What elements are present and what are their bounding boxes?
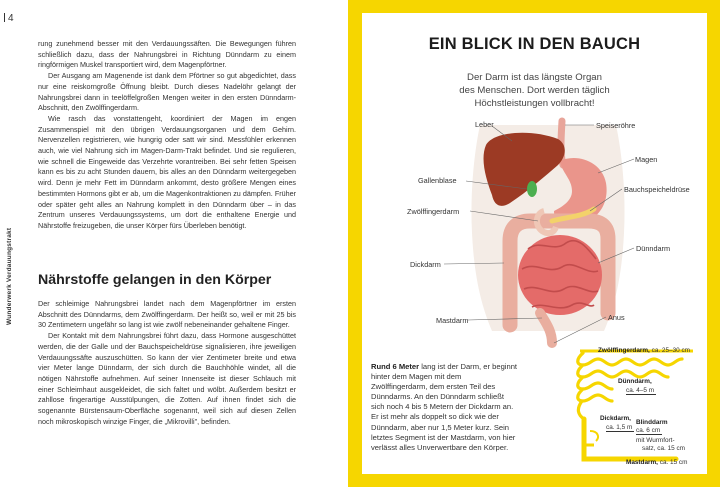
label-colon: Dickdarm — [410, 260, 441, 269]
scale-length-appendix: ca. 6 cm — [636, 427, 661, 434]
label-duodenum: Zwölffingerdarm — [407, 207, 460, 216]
small-intestine — [518, 235, 602, 315]
label-pancreas: Bauchspeicheldrüse — [624, 185, 690, 194]
scale-label-small-intestine: Dünndarm, — [618, 378, 652, 385]
body-text-bottom — [38, 299, 296, 427]
paragraph: rung zunehmend besser mit den Verdauungssäften. Die Bewegungen führen schließlich dazu, dass der Nahrungsbrei in Richtung Dünndarm zu einem ringförmigen Muskel transportiert wird, dem Magenpförtner. — [38, 39, 296, 70]
label-small-intestine: Dünndarm — [636, 244, 671, 253]
page-number: 4 — [4, 13, 14, 24]
paragraph: Der schleimige Nahrungsbrei landet nach dem Magenpförtner im ersten Abschnitt des Dünndarms, dem Zwölffingerdarm. Der heißt so, weil er mit 25 bis 30 Zentimetern ungefähr so lang ist wie zwölf nebeneinander gehaltene Finger. — [38, 299, 296, 330]
scale-label-rectum: Mastdarm, ca. 15 cm — [626, 459, 688, 466]
left-page — [0, 0, 348, 487]
scale-appendix-extra: mit Wurmfort- — [636, 437, 675, 444]
right-page — [348, 0, 720, 487]
scale-length-colon: ca. 1,5 m — [606, 424, 633, 431]
paragraph: Wie rasch das vonstattengeht, koordiniert der Magen im engen Zusammenspiel mit den übrigen Verdauungsorganen und dem Gehirn. Nervenzellen registrieren, wie hungrig oder satt wir sind. Messfühler erkennen auch, wie viel Nahrung sich im Magen-Darm-Trakt befindet. Und sie regulieren, wie schnell die Eingeweide das Verzehrte vorantreiben. Bei sehr fetten Speisen kann es bis zu acht Stunden dauern, bis alles an den Dünndarm weitergegeben wird. Denn je mehr Fett im Dünndarm ankommt, desto größere Mengen eines bestimmten Hormons gibt er ab, um die Magenkontraktionen zu dämpfen. Früher oder später geht alles an Nahrung komplett in den Dünndarm über – in das Zentrum unseres Verdauungssystems, um dort die enthaltene Energie und Nährstoffe freizugeben, die unser Körper fürs Überleben benötigt. — [38, 113, 296, 230]
scale-label-duodenum: Zwölffingerdarm, ca. 25–30 cm — [598, 347, 690, 354]
scale-length-small-intestine: ca. 4–5 m — [626, 387, 655, 394]
paragraph: Der Ausgang am Magenende ist dank dem Pförtner so gut abgedichtet, dass nur eine reiskorngroße Öffnung bleibt. Durch dieses Nadelöhr gelangt der Nahrungsbrei dann in teelöffelgroßen Mengen weiter in den ersten Dünndarm-Abschnitt, den Zwölffingerdarm. — [38, 71, 296, 113]
label-anus: Anus — [608, 313, 625, 322]
label-stomach: Magen — [635, 155, 658, 164]
infographic-caption: Rund 6 Meter lang ist der Darm, er beginnt hinter dem Magen mit dem Zwölffingerdarm, dem ersten Teil des Dünndarms. An den Dünndarm schließt sich noch 4 bis 5 Metern der Dickdarm an. Er ist mehr als doppelt so dick wie der Dünndarm, aber nur 1,5 Meter kurz. Sein letztes Segment ist der Mastdarm, von hier verlässt alles Unverwertbare den Körper. — [371, 362, 518, 452]
scale-label-appendix: Blinddarm — [636, 419, 668, 426]
scale-label-colon: Dickdarm, — [600, 415, 631, 422]
label-esophagus: Speiseröhre — [596, 121, 636, 130]
label-rectum: Mastdarm — [436, 316, 469, 325]
label-gallbladder: Gallenblase — [418, 176, 457, 185]
infographic-panel — [362, 13, 707, 474]
infographic-intro: Der Darm ist das längste Organ des Menschen. Dort werden täglich Höchstleistungen vollbracht! — [459, 72, 610, 109]
side-chapter-label: Wunderwerk Verdauungstrakt — [6, 227, 13, 325]
paragraph: Der Kontakt mit dem Nahrungsbrei führt dazu, dass Hormone ausgeschüttet werden, die der Galle und der Bauchspeicheldrüse signalisieren, ihre jeweiligen Verdauungssäfte auszuschütten. So kann der vier Zentimeter breite und etwa vier Meter lange Dünndarm, der sich durch die Bauchhöhle windet, all die nötigen Nährstoffe aufnehmen. Auf seiner Innenseite ist dieser Schlauch mit einer Schleimhaut ausgekleidet, die sich faltet und wölbt. Außerdem besitzt er zahllose fingerartige Ausstülpungen, die Zotten. Auf ihnen findet sich die sogenannte Bürstensaum-Oberfläche sogenannt, weil sich auf diesen Zellen noch mikroskopisch winzige Finger, die „Mikrovilli", befinden. — [38, 331, 296, 426]
section-heading: Nährstoffe gelangen in den Körper — [38, 272, 272, 288]
infographic-title: EIN BLICK IN DEN BAUCH — [428, 35, 641, 53]
gallbladder — [527, 181, 537, 197]
label-liver: Leber — [475, 120, 494, 129]
scale-appendix-extra-2: satz, ca. 15 cm — [642, 445, 685, 452]
body-text-top — [38, 39, 296, 232]
